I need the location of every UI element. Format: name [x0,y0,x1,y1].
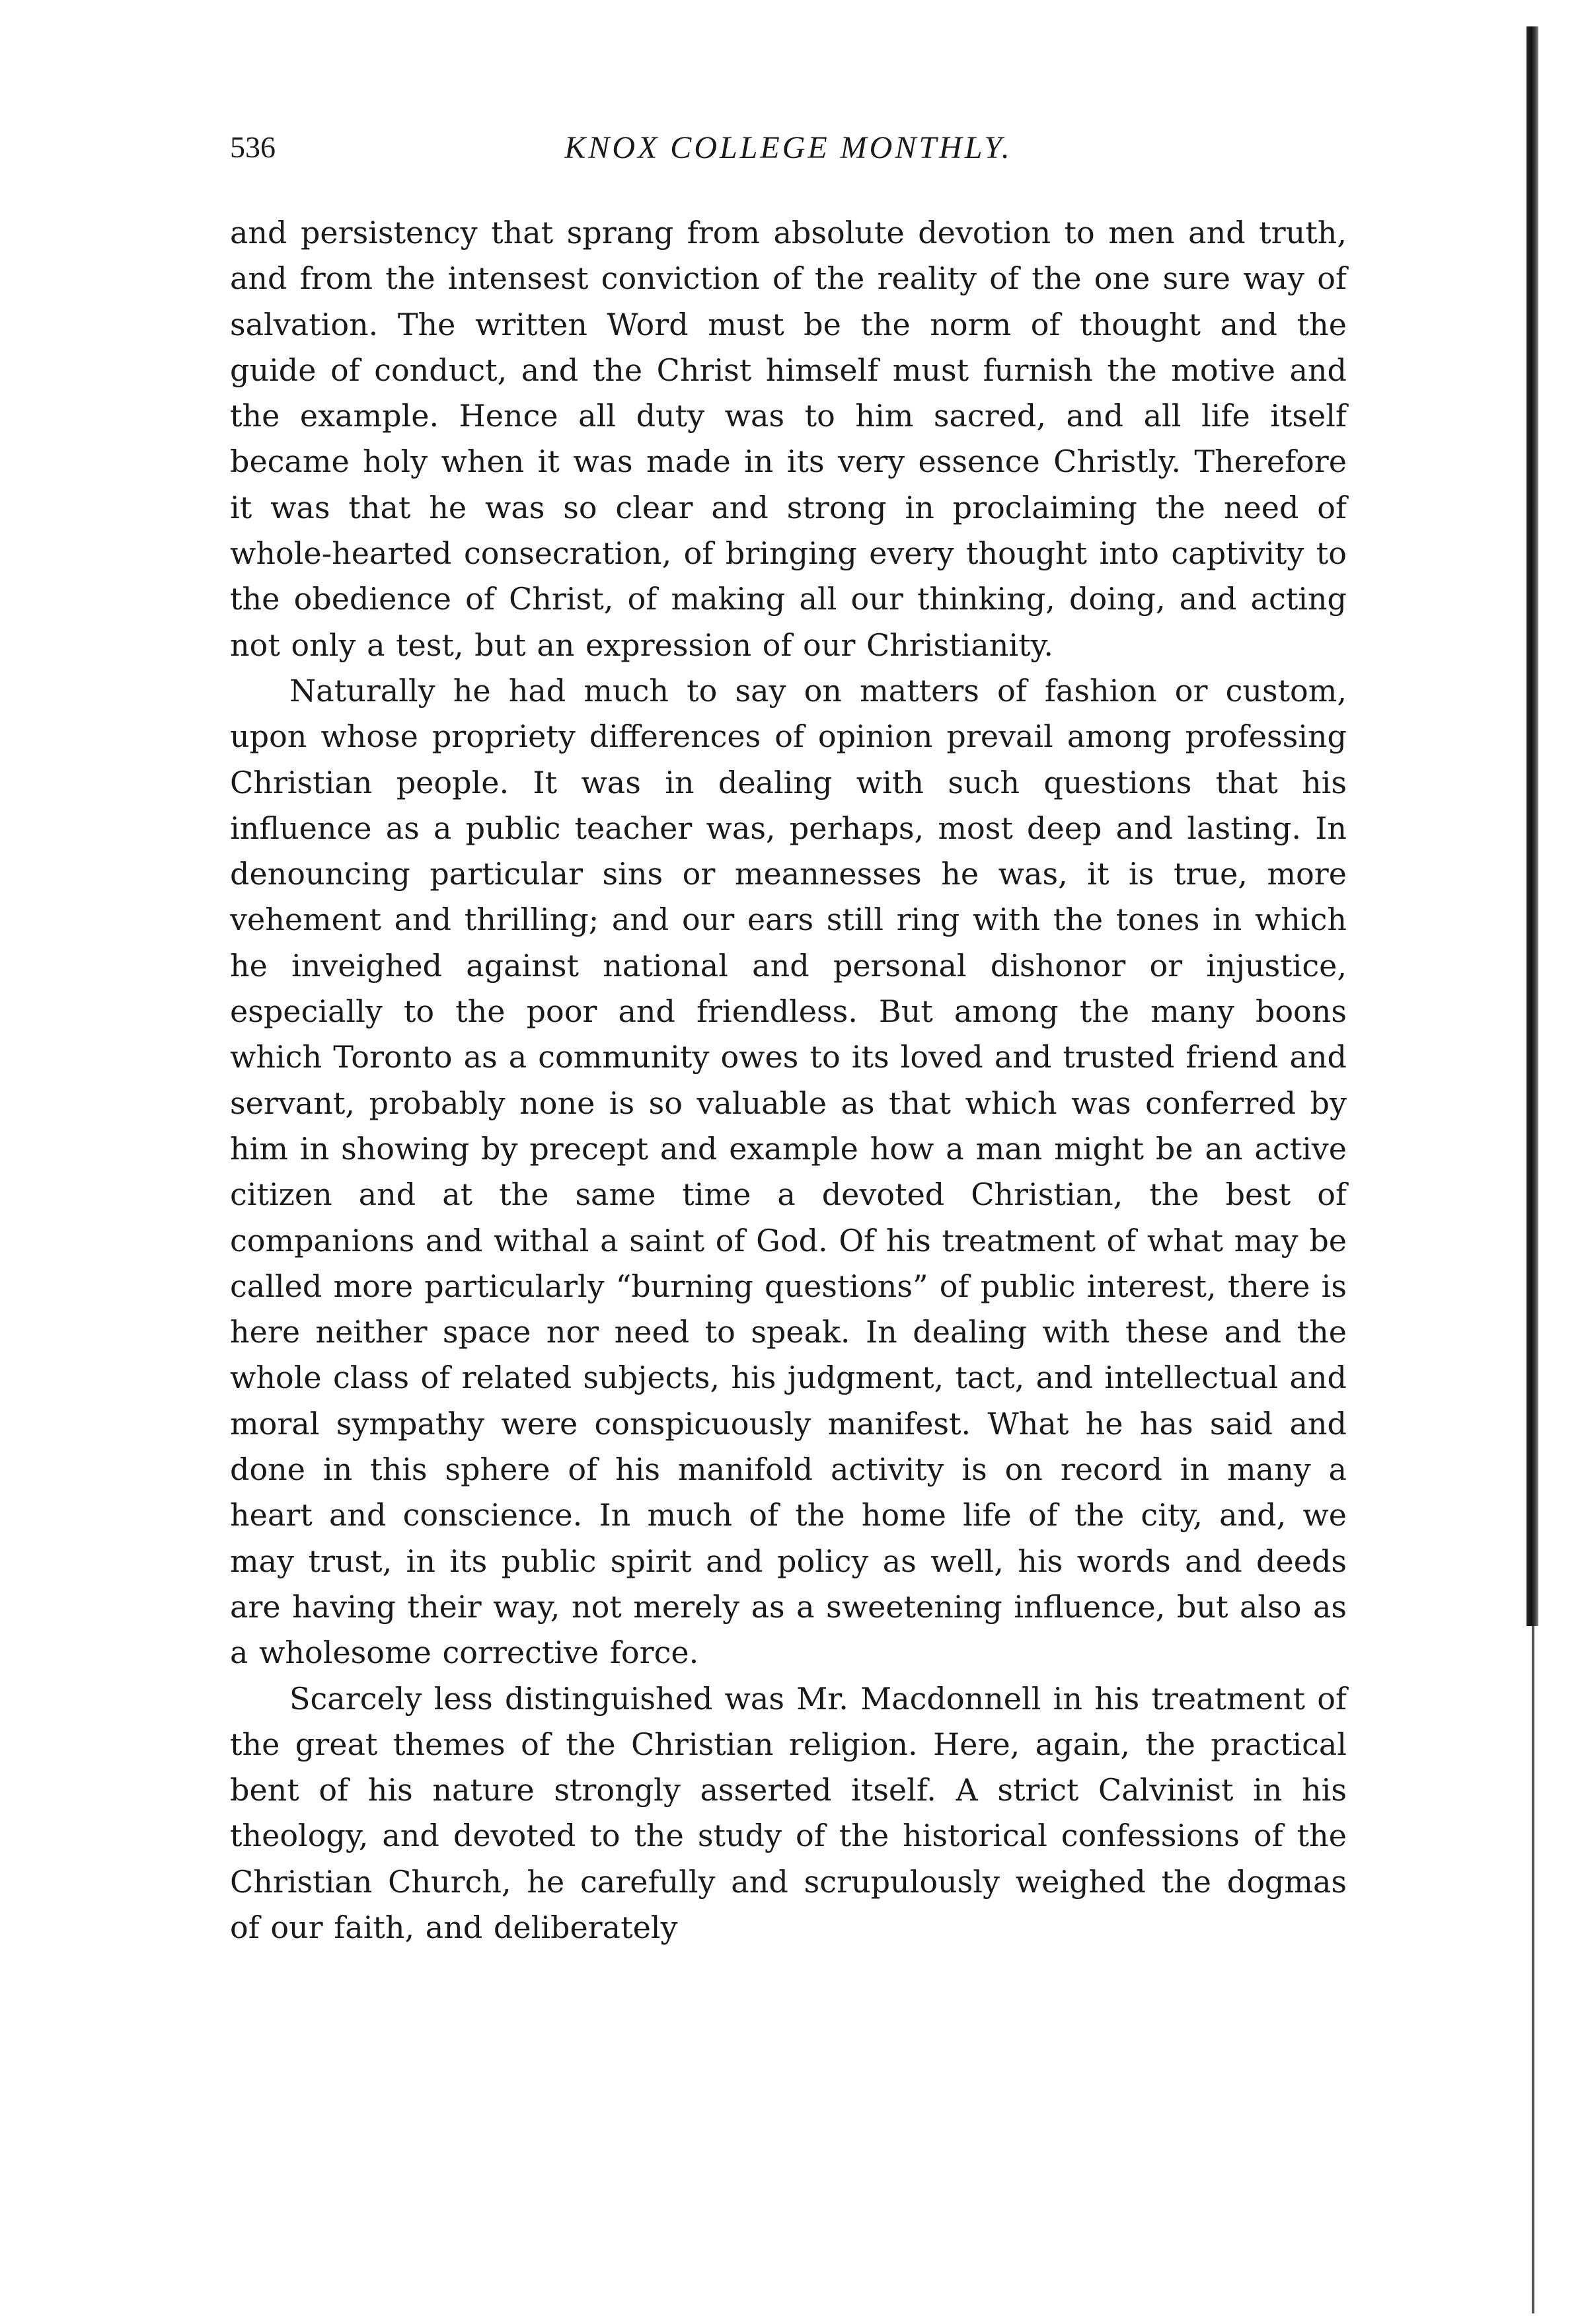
page-binding-edge-lower [1532,1626,1534,2313]
article-body [230,210,1347,1951]
page-binding-edge [1526,26,1538,1626]
paragraph-3: Scarcely less distinguished was Mr. Macdonnell in his treatment of the great themes of the Christian religion. Here, again, the practical bent of his nature strongly asserted itself. A strict Calvinist in his theology, and devoted to the study of the historical confessions of the Christian Church, he carefully and scrupulously weighed the dogmas of our faith, and deliberately [230,1680,1347,1945]
page-number: 536 [230,130,276,164]
paragraph-2: Naturally he had much to say on matters of fashion or custom, upon whose propriety differences of opinion prevail among professing Christian people. It was in dealing with such questions that his influence as a public teacher was, perhaps, most deep and lasting. In denouncing particular sins or meannesses he was, it is true, more vehement and thrilling; and our ears still ring with the tones in which he inveighed against national and personal dishonor or injustice, especially to the poor and friendless. But among the many boons which Toronto as a community owes to its loved and trusted friend and servant, probably none is so valuable as that which was conferred by him in showing by precept and example how a man might be an active citizen and at the same time a devoted Christian, the best of companions and withal a saint of God. Of his treatment of what may be called more particularly “burning questions” of public interest, there is here neither space nor need to speak. In dealing with these and the whole class of related subjects, his judgment, tact, and intellectual and moral sympathy were conspicuously manifest. What he has said and done in this sphere of his manifold activity is on record in many a heart and conscience. In much of the home life of the city, and, we may trust, in its public spirit and policy as well, his words and deeds are having their way, not merely as a sweetening influence, but also as a wholesome corrective force. [230,672,1347,1671]
paragraph-1: and persistency that sprang from absolute devotion to men and truth, and from the intensest conviction of the reality of the one sure way of salvation. The written Word must be the norm of thought and the guide of conduct, and the Christ himself must furnish the motive and the example. Hence all duty was to him sacred, and all life itself became holy when it was made in its very essence Christly. Therefore it was that he was so clear and strong in proclaiming the need of whole-hearted consecration, of bringing every thought into captivity to the obedience of Christ, of making all our thinking, doing, and acting not only a test, but an expression of our Christianity. [230,215,1347,663]
running-head: KNOX COLLEGE MONTHLY. [564,130,1012,165]
page-header [230,130,1347,182]
